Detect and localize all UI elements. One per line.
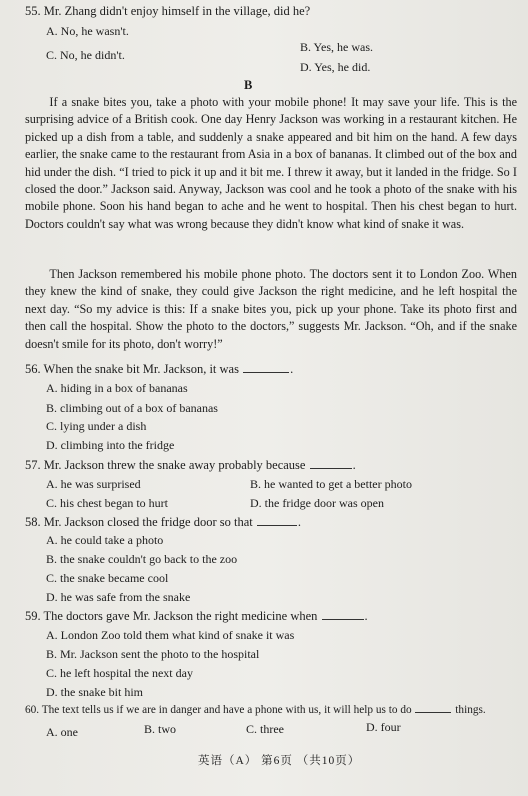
q60-option-c: C. three [246,722,284,736]
q56-option-c: C. lying under a dish [46,419,147,433]
q60-option-d: D. four [366,720,401,734]
passage-paragraph-2: Then Jackson remembered his mobile phone photo. The doctors sent it to London Zoo. When they knew the kind of snake, they could give Jackson the right medicine, and he left hospital the next day. “So my advice is this: If a snake bites you, pick up your phone. Take its photo first and then call the hospital. Show the photo to the doctors,” suggests Mr. Jackson. “Oh, and if the snake doesn't smile for its photo, don't worry!” [25,267,517,351]
q59-option-a: A. London Zoo told them what kind of snake it was [46,628,295,642]
q56-stem: 56. When the snake bit Mr. Jackson, it was . [25,362,294,376]
q55-option-c: C. No, he didn't. [46,48,125,62]
q58-stem: 58. Mr. Jackson closed the fridge door so that . [25,515,301,529]
q60-option-a: A. one [46,725,78,739]
q60-answer-blank [415,712,451,713]
q57-answer-blank [310,468,352,469]
q56-option-d: D. climbing into the fridge [46,438,175,452]
q57-option-c: C. his chest began to hurt [46,496,168,510]
section-heading-b: B [244,78,253,92]
q55-option-b: B. Yes, he was. [300,40,374,54]
q58-option-c: C. the snake became cool [46,571,169,585]
q59-stem: 59. The doctors gave Mr. Jackson the right medicine when . [25,609,368,623]
q57-stem: 57. Mr. Jackson threw the snake away probably because . [25,458,356,472]
q59-option-d: D. the snake bit him [46,685,143,699]
q56-option-b: B. climbing out of a box of bananas [46,401,218,415]
q57-option-b: B. he wanted to get a better photo [250,477,412,491]
q59-option-c: C. he left hospital the next day [46,666,193,680]
q57-option-a: A. he was surprised [46,477,141,491]
q57-option-d: D. the fridge door was open [250,496,384,510]
q60-stem: 60. The text tells us if we are in danger and have a phone with us, it will help us to do things. [25,704,486,716]
passage-paragraph-1: If a snake bites you, take a photo with your mobile phone! It may save your life. This is the surprising advice of a British cook. One day Henry Jackson was working in a restaurant kitchen. He picked up a dish from a table, and suddenly a snake appeared and bit him on the hand. A few days earlier, the snake came to the restaurant from Asia in a box of bananas. It climbed out of the box and hid under the dish. “I tried to pick it up and it bit me. I threw it away, but it landed in the fridge. So I closed the door.” Jackson said. Anyway, Jackson was cool and he took a photo of the snake with his mobile phone. Soon his hand began to ache and he went to hospital. Then his chest began to hurt. Doctors couldn't say what was wrong because they didn't know what kind of snake it was. [25,95,517,231]
page-footer: 英语（A） 第6页 （共10页） [198,755,361,767]
q55-option-d: D. Yes, he did. [300,60,371,74]
q55-option-a: A. No, he wasn't. [46,24,129,38]
q58-option-d: D. he was safe from the snake [46,590,191,604]
q55-stem: 55. Mr. Zhang didn't enjoy himself in the village, did he? [25,4,311,18]
q56-answer-blank [243,372,289,373]
q59-option-b: B. Mr. Jackson sent the photo to the hospital [46,647,260,661]
q58-option-b: B. the snake couldn't go back to the zoo [46,552,238,566]
q60-option-b: B. two [144,722,177,736]
q59-answer-blank [322,619,364,620]
q58-option-a: A. he could take a photo [46,533,164,547]
q56-option-a: A. hiding in a box of bananas [46,381,188,395]
q58-answer-blank [257,525,297,526]
